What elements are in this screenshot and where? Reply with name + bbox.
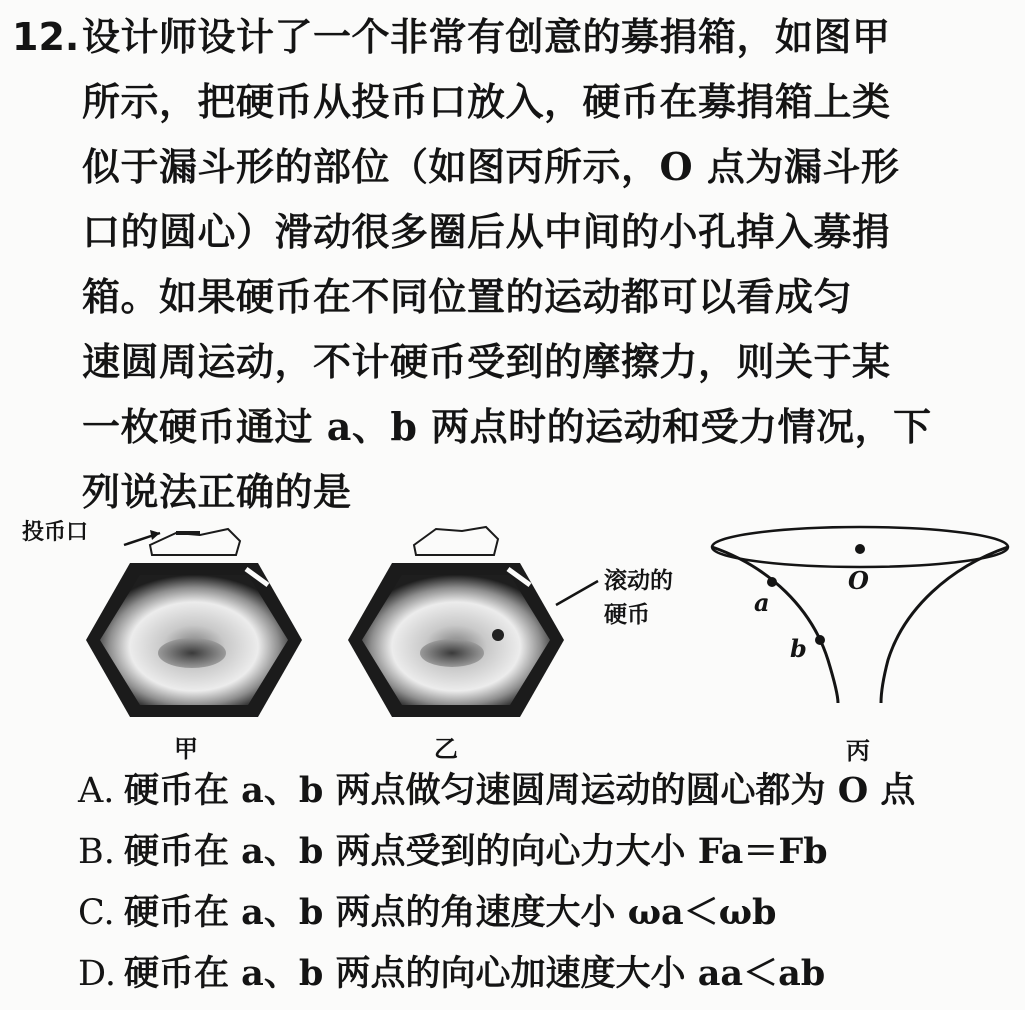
funnel-label-b: b: [790, 634, 807, 663]
donation-box-jia: [86, 529, 302, 717]
box-yi-coin-slot: [414, 527, 498, 555]
funnel-label-a: a: [754, 588, 770, 617]
stem-line: 似于漏斗形的部位（如图丙所示，O 点为漏斗形: [82, 144, 900, 189]
coin-slot-arrowhead: [150, 530, 160, 540]
funnel-right-wall: [881, 547, 1008, 703]
funnel-label-o: O: [848, 566, 869, 595]
box-yi-center-hole: [420, 639, 484, 667]
stem-line: 设计师设计了一个非常有创意的募捐箱，如图甲: [82, 14, 891, 59]
rolling-coin-label-line1: 滚动的: [604, 568, 673, 594]
stem-line: 箱。如果硬币在不同位置的运动都可以看成匀: [82, 274, 853, 319]
option-d-text: 硬币在 a、b 两点的向心加速度大小 aa＜ab: [124, 953, 826, 994]
stem-line: 速圆周运动，不计硬币受到的摩擦力，则关于某: [82, 339, 891, 384]
question-stem: [82, 10, 1012, 530]
funnel-left-wall: [712, 547, 838, 703]
stem-line: 口的圆心）滑动很多圈后从中间的小孔掉入募捐: [82, 209, 891, 254]
option-c-text: 硬币在 a、b 两点的角速度大小 ωa＜ωb: [124, 892, 777, 933]
answer-options: [78, 765, 1018, 1009]
rolling-coin-label-line2: 硬币: [604, 602, 650, 628]
coin-pointer-line: [556, 581, 598, 605]
question-number: 12.: [12, 15, 80, 59]
figure-label-yi: 乙: [434, 735, 458, 763]
figure-label-bing: 丙: [846, 737, 870, 765]
option-b[interactable]: [78, 826, 1018, 887]
rolling-coin: [492, 629, 504, 641]
option-d[interactable]: [78, 948, 1018, 1009]
option-b-letter: B.: [78, 832, 115, 872]
figures-drawing: [0, 505, 1025, 770]
stem-line: 一枚硬币通过 a、b 两点时的运动和受力情况，下: [82, 404, 932, 449]
option-c[interactable]: [78, 887, 1018, 948]
point-a-marker: [767, 577, 777, 587]
donation-box-yi: [348, 527, 598, 717]
option-a[interactable]: [78, 765, 1018, 826]
option-a-letter: A.: [78, 771, 115, 811]
figures-area: [0, 505, 1025, 770]
stem-line: 列说法正确的是: [82, 469, 352, 514]
option-a-text: 硬币在 a、b 两点做匀速圆周运动的圆心都为 O 点: [124, 770, 916, 811]
option-d-letter: D.: [78, 954, 116, 994]
coin-slot-label: 投币口: [22, 520, 89, 545]
box-jia-center-hole: [158, 638, 226, 668]
figure-label-jia: 甲: [174, 735, 198, 763]
center-point-o: [855, 544, 865, 554]
stem-line: 所示，把硬币从投币口放入，硬币在募捐箱上类: [82, 79, 891, 124]
option-c-letter: C.: [78, 893, 115, 933]
point-b-marker: [815, 635, 825, 645]
option-b-text: 硬币在 a、b 两点受到的向心力大小 Fa＝Fb: [124, 831, 828, 872]
